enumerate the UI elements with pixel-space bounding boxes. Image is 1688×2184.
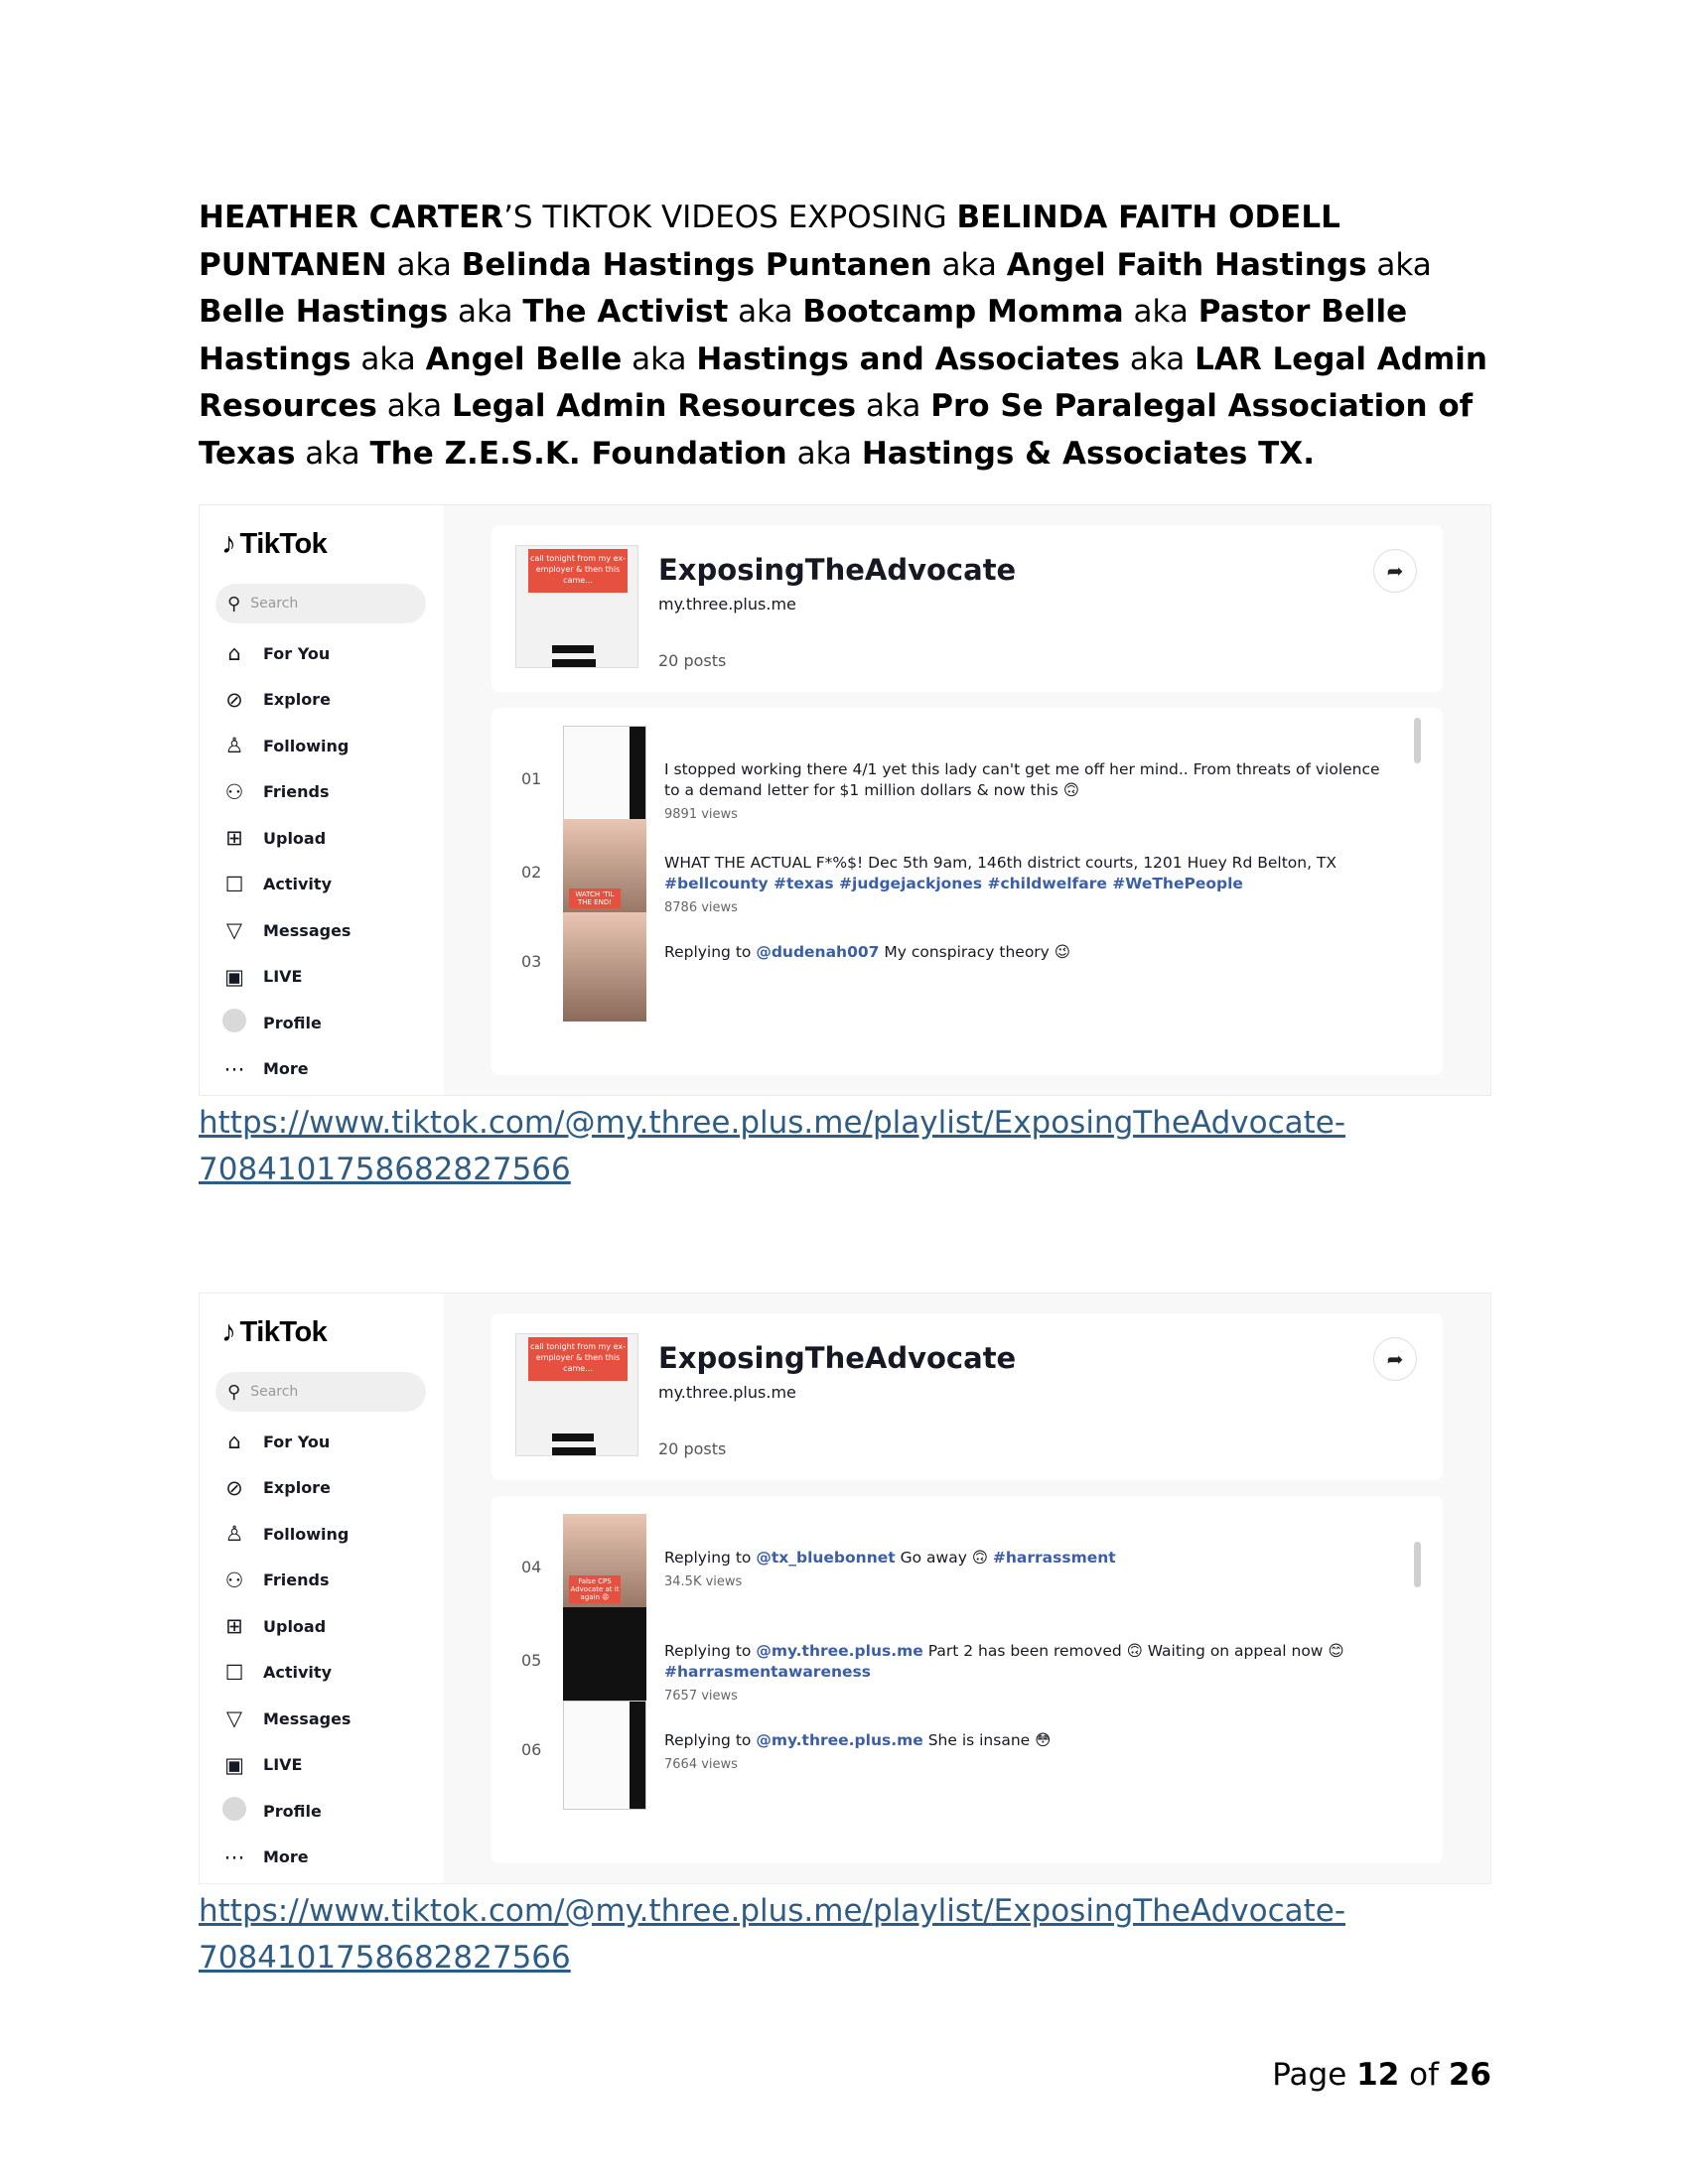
nav-item-more[interactable] <box>221 1046 440 1093</box>
profile-avatar-icon <box>221 1797 247 1826</box>
post-caption <box>664 1641 1399 1706</box>
post-number: 06 <box>521 1740 542 1759</box>
nav-item-profile[interactable] <box>221 1000 440 1046</box>
document-heading <box>199 195 1489 478</box>
heading-run: LAR Legal Admin Resources <box>199 341 1487 424</box>
search-input[interactable] <box>215 584 426 623</box>
page-number: Page 12 of 26 <box>1272 2057 1491 2093</box>
nav-label: More <box>263 1059 309 1079</box>
view-count: 9891 views <box>664 807 738 822</box>
nav-label: Friends <box>263 782 330 802</box>
friends-icon: ⚇ <box>224 779 244 804</box>
sidebar-nav <box>221 1419 440 1880</box>
tiktok-logo[interactable]: ♪ TikTok <box>221 1315 328 1348</box>
heading-run: aka <box>376 388 452 424</box>
nav-item-for-you[interactable] <box>221 630 440 677</box>
post-thumbnail[interactable] <box>563 1701 646 1810</box>
view-count: 7657 views <box>664 1689 738 1704</box>
link-line-2[interactable]: 7084101758682827566 <box>199 1152 571 1187</box>
nav-label: LIVE <box>263 1755 303 1775</box>
post-caption <box>664 853 1399 918</box>
heading-run: ’S TIKTOK VIDEOS EXPOSING <box>503 200 957 235</box>
heading-run: Bootcamp Momma <box>802 294 1124 330</box>
post-number: 03 <box>521 952 542 971</box>
heading-run: Angel Belle <box>425 341 623 377</box>
playlist-post-count: 20 posts <box>658 1439 727 1458</box>
nav-label: Explore <box>263 1478 331 1498</box>
heading-run: BELINDA FAITH ODELL PUNTANEN <box>199 200 1340 283</box>
home-icon: ⌂ <box>227 641 241 666</box>
nav-label: Messages <box>263 1708 352 1728</box>
scrollbar-thumb[interactable] <box>1414 718 1421 763</box>
playlist-posts <box>492 1496 1443 1863</box>
playlist-username[interactable]: my.three.plus.me <box>658 595 796 614</box>
nav-label: For You <box>263 1432 331 1451</box>
link-line-1[interactable]: https://www.tiktok.com/@my.three.plus.me/playlist/ExposingTheAdvocate- <box>199 1893 1346 1929</box>
messages-icon: ▽ <box>225 1706 243 1731</box>
link-line-1[interactable]: https://www.tiktok.com/@my.three.plus.me/playlist/ExposingTheAdvocate- <box>199 1105 1346 1141</box>
post-number: 01 <box>521 769 542 788</box>
nav-label: Messages <box>263 920 352 940</box>
view-count: 8786 views <box>664 900 738 915</box>
nav-item-profile[interactable] <box>221 1788 440 1835</box>
heading-run: Pro Se Paralegal Association of Texas <box>199 388 1474 472</box>
more-icon: ⋯ <box>223 1056 245 1081</box>
heading-run: Angel Faith Hastings <box>1006 246 1367 283</box>
playlist-title: ExposingTheAdvocate <box>658 1341 1017 1375</box>
post-caption <box>664 1548 1399 1592</box>
heading-run: aka <box>786 435 862 472</box>
heading-run: Pastor Belle Hastings <box>199 294 1408 377</box>
nav-item-following[interactable] <box>221 1511 440 1558</box>
post-thumbnail[interactable] <box>563 912 646 1022</box>
nav-item-more[interactable] <box>221 1835 440 1881</box>
heading-run: aka <box>1366 246 1432 283</box>
live-icon: ▣ <box>224 964 244 989</box>
nav-item-upload[interactable] <box>221 1603 440 1650</box>
nav-label: Profile <box>263 1801 322 1821</box>
search-input[interactable] <box>215 1372 426 1412</box>
thumb-caption: WATCH 'TIL THE END! <box>569 888 621 908</box>
post-caption <box>664 759 1399 825</box>
caption-text: Replying to @dudenah007 My conspiracy theory 😉 <box>664 943 1070 961</box>
upload-icon: ⊞ <box>225 1614 243 1639</box>
heading-run: Belinda Hastings Puntanen <box>461 246 932 283</box>
nav-label: Following <box>263 736 350 755</box>
playlist-header <box>492 1313 1443 1480</box>
playlist-post[interactable] <box>492 912 1443 1024</box>
nav-label: Activity <box>263 1663 332 1683</box>
nav-item-explore[interactable] <box>221 1465 440 1512</box>
heading-run: Hastings & Associates TX. <box>861 435 1315 472</box>
compass-icon: ⊘ <box>225 687 243 712</box>
nav-label: Activity <box>263 875 332 894</box>
post-caption <box>664 942 1399 963</box>
nav-label: Upload <box>263 1616 327 1636</box>
nav-item-messages[interactable] <box>221 1696 440 1742</box>
nav-item-activity[interactable] <box>221 862 440 908</box>
home-icon: ⌂ <box>227 1430 241 1454</box>
activity-icon: ☐ <box>224 1660 244 1685</box>
post-caption <box>664 1730 1399 1775</box>
heading-run: aka <box>1123 294 1198 330</box>
heading-run: aka <box>931 246 1007 283</box>
playlist-title: ExposingTheAdvocate <box>658 553 1017 587</box>
playlist-cover[interactable] <box>515 1333 638 1456</box>
heading-run: aka <box>448 294 523 330</box>
scrollbar-thumb[interactable] <box>1414 1542 1421 1587</box>
cover-caption: call tonight from my ex-employer & then this came... <box>528 549 628 593</box>
nav-label: LIVE <box>263 967 303 987</box>
activity-icon: ☐ <box>224 872 244 896</box>
share-icon[interactable]: ➦ <box>1373 1337 1417 1381</box>
upload-icon: ⊞ <box>225 826 243 851</box>
nav-item-explore[interactable] <box>221 677 440 724</box>
caption-text: Replying to @my.three.plus.me She is insane 😳 <box>664 1731 1052 1749</box>
nav-item-activity[interactable] <box>221 1650 440 1697</box>
heading-run: aka <box>728 294 803 330</box>
playlist-username[interactable]: my.three.plus.me <box>658 1383 796 1402</box>
post-number: 02 <box>521 863 542 882</box>
tiktok-note-icon: ♪ <box>221 527 236 560</box>
view-count: 7664 views <box>664 1757 738 1772</box>
search-icon: ⚲ <box>227 1381 241 1403</box>
playlist-post[interactable] <box>492 1701 1443 1812</box>
nav-item-messages[interactable] <box>221 907 440 954</box>
nav-label: For You <box>263 643 331 663</box>
nav-label: Following <box>263 1524 350 1544</box>
tiktok-sidebar <box>200 1294 444 1883</box>
compass-icon: ⊘ <box>225 1475 243 1500</box>
following-icon: ♙ <box>224 734 244 758</box>
tiktok-sidebar <box>200 505 444 1095</box>
view-count: 34.5K views <box>664 1574 743 1589</box>
nav-label: More <box>263 1847 309 1867</box>
heading-run: aka <box>1119 341 1196 377</box>
nav-item-live[interactable] <box>221 1742 440 1789</box>
heading-run: aka <box>295 435 370 472</box>
tiktok-screenshot-1 <box>199 504 1491 1096</box>
nav-item-for-you[interactable] <box>221 1419 440 1465</box>
live-icon: ▣ <box>224 1752 244 1777</box>
thumb-caption: False CPS Advocate at it again 😡 <box>570 1577 620 1601</box>
messages-icon: ▽ <box>225 918 243 943</box>
playlist-link-2[interactable] <box>199 1888 1345 1981</box>
share-icon[interactable]: ➦ <box>1373 549 1417 593</box>
post-number: 04 <box>521 1558 542 1576</box>
caption-text: Replying to @tx_bluebonnet Go away 🙃 #harrassment <box>664 1549 1116 1567</box>
nav-item-live[interactable] <box>221 954 440 1001</box>
tiktok-note-icon: ♪ <box>221 1315 236 1348</box>
nav-item-friends[interactable] <box>221 769 440 816</box>
playlist-posts <box>492 708 1443 1075</box>
nav-label: Upload <box>263 828 327 848</box>
nav-label: Friends <box>263 1570 330 1590</box>
playlist-header <box>492 525 1443 692</box>
nav-item-following[interactable] <box>221 723 440 769</box>
search-placeholder: Search <box>250 596 299 612</box>
playlist-cover[interactable] <box>515 545 638 668</box>
heading-run: The Activist <box>522 294 729 330</box>
heading-run: Hastings and Associates <box>696 341 1120 377</box>
playlist-link-1[interactable] <box>199 1100 1345 1193</box>
current-page: 12 <box>1356 2057 1400 2093</box>
nav-label: Profile <box>263 1013 322 1032</box>
heading-run: aka <box>622 341 697 377</box>
sidebar-nav <box>221 630 440 1092</box>
following-icon: ♙ <box>224 1522 244 1547</box>
nav-label: Explore <box>263 690 331 710</box>
heading-run: aka <box>386 246 462 283</box>
nav-item-friends[interactable] <box>221 1558 440 1604</box>
post-number: 05 <box>521 1651 542 1670</box>
caption-text: WHAT THE ACTUAL F*%$! Dec 5th 9am, 146th district courts, 1201 Huey Rd Belton, TX #bellcounty #texas #judgejackjones #childwelfare #WeThePeople <box>664 854 1337 892</box>
cover-caption: call tonight from my ex-employer & then this came... <box>528 1337 628 1381</box>
search-placeholder: Search <box>250 1384 299 1400</box>
profile-avatar-icon <box>221 1009 247 1037</box>
tiktok-screenshot-2 <box>199 1293 1491 1884</box>
total-pages: 26 <box>1448 2057 1491 2093</box>
tiktok-logo[interactable]: ♪ TikTok <box>221 527 328 560</box>
caption-text: Replying to @my.three.plus.me Part 2 has been removed 🙃 Waiting on appeal now 😊 #harrasmentawareness <box>664 1642 1344 1681</box>
heading-run: Legal Admin Resources <box>451 388 857 424</box>
caption-text: I stopped working there 4/1 yet this lady can't get me off her mind.. From threats of violence to a demand letter for $1 million dollars & now this 🙃 <box>664 760 1380 799</box>
heading-run: Belle Hastings <box>199 294 449 330</box>
heading-run: HEATHER CARTER <box>199 200 504 235</box>
more-icon: ⋯ <box>223 1844 245 1869</box>
playlist-post-count: 20 posts <box>658 651 727 670</box>
heading-run: The Z.E.S.K. Foundation <box>369 435 787 472</box>
heading-run: aka <box>351 341 426 377</box>
search-icon: ⚲ <box>227 593 241 614</box>
link-line-2[interactable]: 7084101758682827566 <box>199 1940 571 1976</box>
nav-item-upload[interactable] <box>221 815 440 862</box>
friends-icon: ⚇ <box>224 1568 244 1592</box>
heading-run: aka <box>856 388 931 424</box>
